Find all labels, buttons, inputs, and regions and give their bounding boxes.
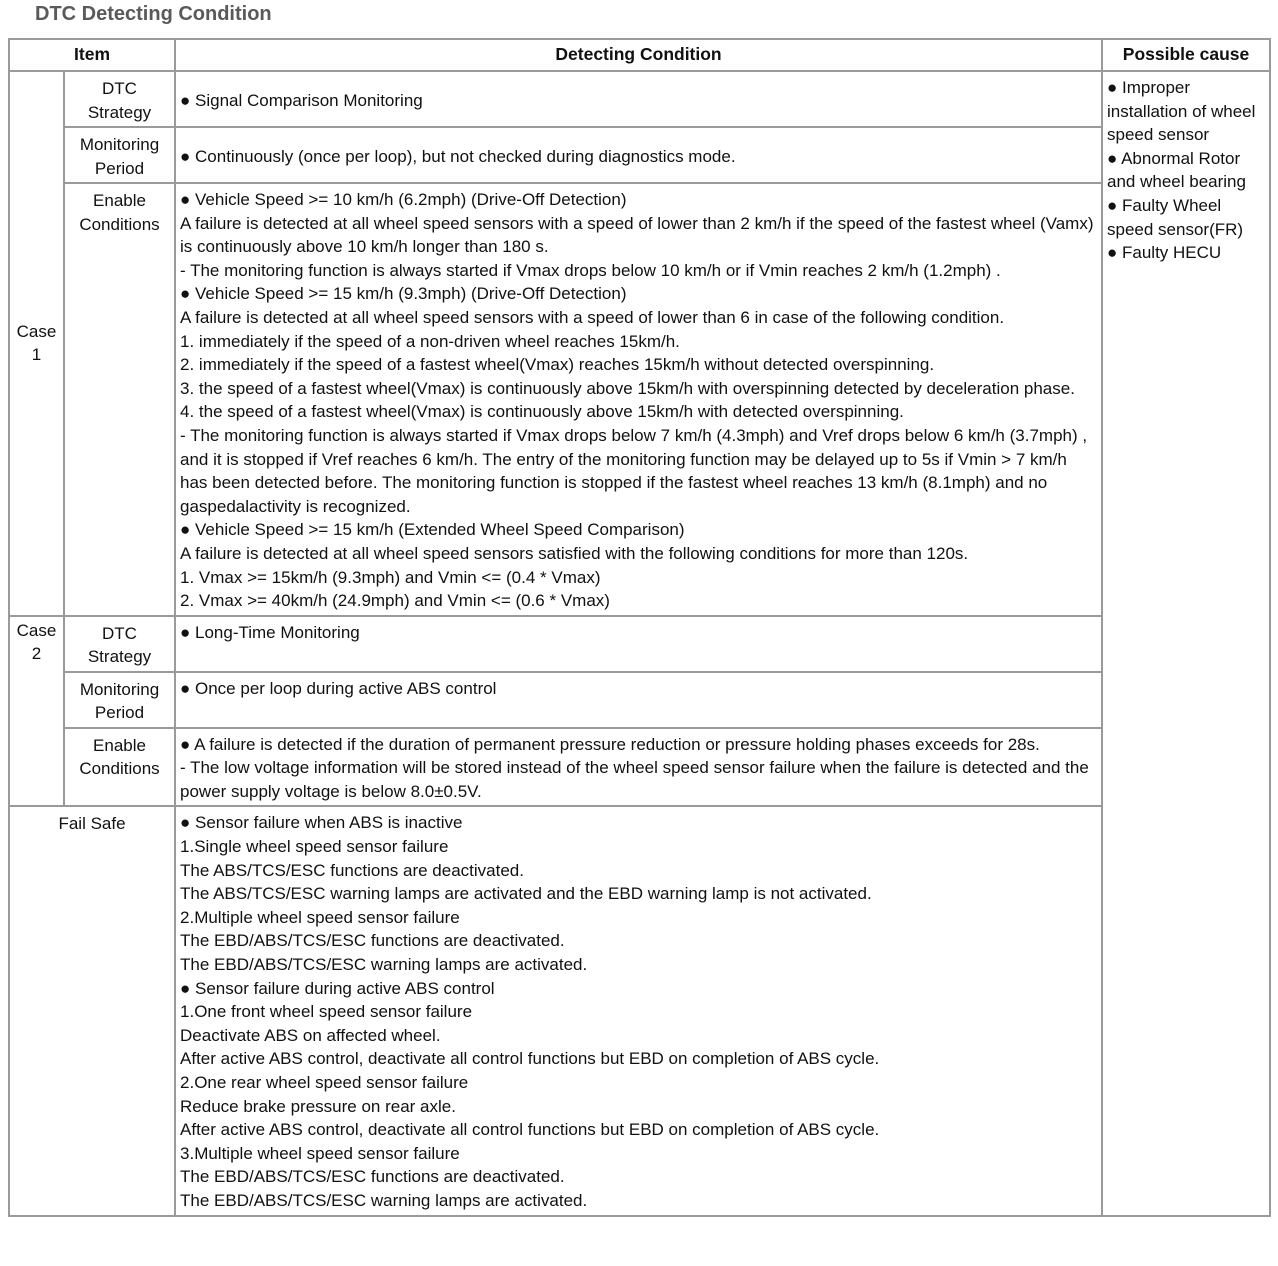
cause-item: ● Abnormal Rotor and wheel bearing bbox=[1107, 148, 1246, 192]
header-possible-cause: Possible cause bbox=[1102, 39, 1270, 71]
case1-enable-label: Enable Conditions bbox=[64, 183, 175, 616]
fail-safe-line: The EBD/ABS/TCS/ESC functions are deactivated. bbox=[180, 1167, 565, 1187]
condition-line: 2. immediately if the speed of a fastest wheel(Vmax) reaches 15km/h without detected overspinning. bbox=[180, 355, 935, 375]
condition-line: A failure is detected at all wheel speed sensors with a speed of lower than 2 km/h if the speed of the fastest wheel (Vamx) is continuously above 10 km/h longer than 180 s. bbox=[180, 213, 1094, 257]
condition-line: 1. immediately if the speed of a non-driven wheel reaches 15km/h. bbox=[180, 331, 680, 351]
dtc-table bbox=[8, 38, 1271, 1217]
fail-safe-line: ● Sensor failure during active ABS control bbox=[180, 978, 495, 998]
condition-line: ● A failure is detected if the duration of permanent pressure reduction or pressure holding phases exceeds for 28s. bbox=[180, 734, 1040, 754]
case2-enable-row bbox=[9, 728, 1270, 807]
case1-strategy-text: ● Signal Comparison Monitoring bbox=[175, 71, 1102, 127]
case1-label: Case 1 bbox=[9, 71, 64, 616]
fail-safe-line: 2.Multiple wheel speed sensor failure bbox=[180, 907, 460, 927]
cause-item: ● Faulty Wheel speed sensor(FR) bbox=[1107, 195, 1244, 239]
fail-safe-line: ● Sensor failure when ABS is inactive bbox=[180, 813, 463, 833]
condition-line: A failure is detected at all wheel speed sensors with a speed of lower than 6 in case of the following condition. bbox=[180, 307, 1005, 327]
case1-strategy-row bbox=[9, 71, 1270, 127]
condition-line: ● Vehicle Speed >= 10 km/h (6.2mph) (Drive-Off Detection) bbox=[180, 190, 627, 209]
fail-safe-line: The ABS/TCS/ESC functions are deactivated. bbox=[180, 860, 524, 880]
fail-safe-line: The EBD/ABS/TCS/ESC functions are deactivated. bbox=[180, 931, 565, 951]
case1-strategy-label: DTC Strategy bbox=[64, 71, 175, 127]
case2-period-text: ● Once per loop during active ABS control bbox=[175, 672, 1102, 728]
page-title: DTC Detecting Condition bbox=[35, 3, 272, 25]
cause-item: ● Faulty HECU bbox=[1107, 243, 1222, 263]
case1-period-row bbox=[9, 127, 1270, 183]
fail-safe-row bbox=[9, 806, 1270, 1215]
case1-period-text: ● Continuously (once per loop), but not checked during diagnostics mode. bbox=[175, 127, 1102, 183]
condition-line: 2. Vmax >= 40km/h (24.9mph) and Vmin <= (0.6 * Vmax) bbox=[180, 591, 610, 611]
header-item: Item bbox=[9, 39, 175, 71]
condition-line: ● Vehicle Speed >= 15 km/h (Extended Wheel Speed Comparison) bbox=[180, 520, 685, 540]
table-header-row bbox=[9, 39, 1270, 71]
fail-safe-line: 3.Multiple wheel speed sensor failure bbox=[180, 1143, 460, 1163]
case2-enable-text bbox=[175, 728, 1102, 807]
fail-safe-line: The EBD/ABS/TCS/ESC warning lamps are activated. bbox=[180, 955, 588, 975]
condition-line: 4. the speed of a fastest wheel(Vmax) is continuously above 15km/h with detected overspinning. bbox=[180, 402, 904, 422]
header-detecting-condition: Detecting Condition bbox=[175, 39, 1102, 71]
case2-enable-label: Enable Conditions bbox=[64, 728, 175, 807]
possible-cause-cell bbox=[1102, 71, 1270, 1216]
case2-period-label: Monitoring Period bbox=[64, 672, 175, 728]
cause-item: ● Improper installation of wheel speed sensor bbox=[1107, 78, 1256, 145]
case2-strategy-row bbox=[9, 616, 1270, 672]
condition-line: - The monitoring function is always started if Vmax drops below 10 km/h or if Vmin reaches 2 km/h (1.2mph) . bbox=[180, 260, 1001, 280]
fail-safe-line: 1.One front wheel speed sensor failure bbox=[180, 1002, 473, 1022]
condition-line: A failure is detected at all wheel speed sensors satisfied with the following conditions for more than 120s. bbox=[180, 543, 969, 563]
fail-safe-line: The EBD/ABS/TCS/ESC warning lamps are activated. bbox=[180, 1190, 588, 1210]
condition-line: ● Vehicle Speed >= 15 km/h (9.3mph) (Drive-Off Detection) bbox=[180, 284, 627, 304]
fail-safe-line: After active ABS control, deactivate all control functions but EBD on completion of ABS cycle. bbox=[180, 1120, 880, 1140]
fail-safe-line: After active ABS control, deactivate all control functions but EBD on completion of ABS cycle. bbox=[180, 1049, 880, 1069]
fail-safe-line: Deactivate ABS on affected wheel. bbox=[180, 1025, 441, 1045]
condition-line: 3. the speed of a fastest wheel(Vmax) is continuously above 15km/h with overspinning detected by deceleration phase. bbox=[180, 378, 1075, 398]
case2-strategy-label: DTC Strategy bbox=[64, 616, 175, 672]
case2-strategy-text: ● Long-Time Monitoring bbox=[175, 616, 1102, 672]
condition-line: 1. Vmax >= 15km/h (9.3mph) and Vmin <= (0.4 * Vmax) bbox=[180, 567, 601, 587]
fail-safe-line: The ABS/TCS/ESC warning lamps are activated and the EBD warning lamp is not activated. bbox=[180, 884, 872, 904]
fail-safe-line: Reduce brake pressure on rear axle. bbox=[180, 1096, 456, 1116]
case1-enable-text bbox=[175, 183, 1102, 616]
condition-line: - The monitoring function is always started if Vmax drops below 7 km/h (4.3mph) and Vref drops below 6 km/h (3.7mph) , and it is stopped if Vref reaches 6 km/h. The entry of the monitoring function may be delayed up to 5s if Vmin > 7 km/h has been detected before. The monitoring function is stopped if the fastest wheel reaches 13 km/h (8.1mph) and no gaspedalactivity is recognized. bbox=[180, 425, 1088, 516]
fail-safe-line: 1.Single wheel speed sensor failure bbox=[180, 837, 449, 857]
condition-line: - The low voltage information will be stored instead of the wheel speed sensor failure when the failure is detected and the power supply voltage is below 8.0±0.5V. bbox=[180, 758, 1089, 801]
fail-safe-label: Fail Safe bbox=[9, 806, 175, 1215]
case2-label: Case 2 bbox=[9, 616, 64, 807]
case2-period-row bbox=[9, 672, 1270, 728]
case1-enable-row bbox=[9, 183, 1270, 616]
case1-period-label: Monitoring Period bbox=[64, 127, 175, 183]
fail-safe-line: 2.One rear wheel speed sensor failure bbox=[180, 1073, 469, 1092]
fail-safe-text bbox=[175, 806, 1102, 1215]
